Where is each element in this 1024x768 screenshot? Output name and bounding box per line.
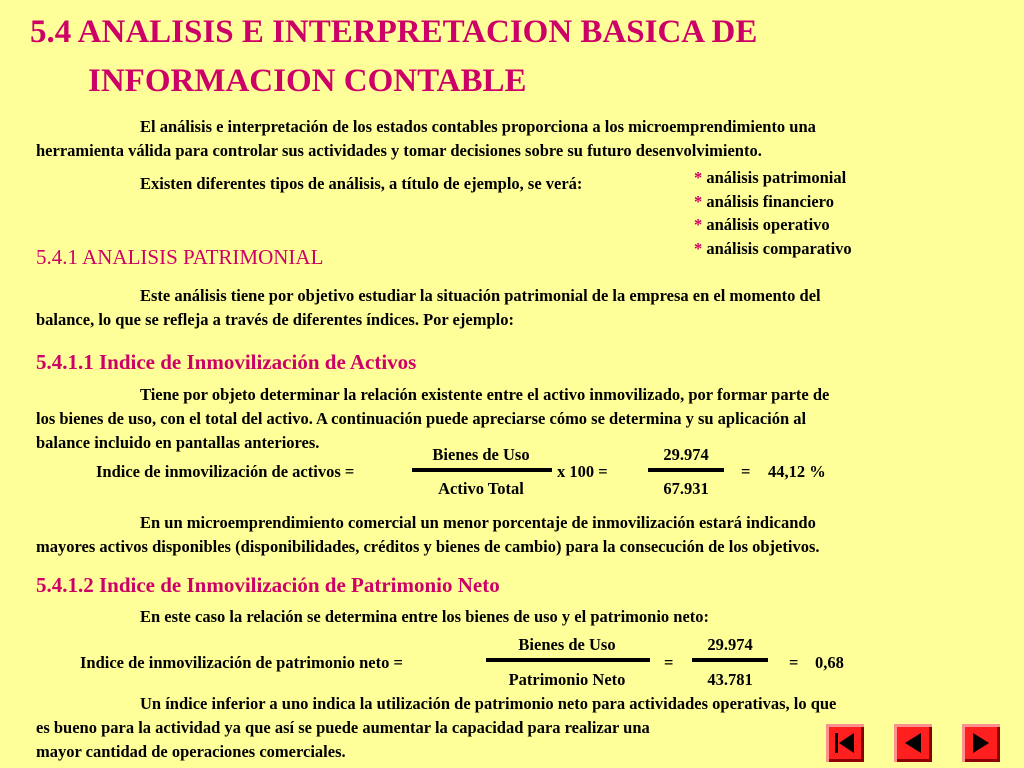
formula-1-value-bar [648, 468, 724, 472]
formula-2-fraction-bar [486, 658, 650, 662]
formula-1-numerator: Bienes de Uso [432, 445, 530, 464]
previous-slide-button[interactable] [894, 724, 932, 762]
s5411-line-2: los bienes de uso, con el total del activo. A continuación puede apreciarse cómo se determina y su aplicación al [36, 409, 807, 428]
s5412-line-1: En este caso la relación se determina entre los bienes de uso y el patrimonio neto: [140, 607, 710, 626]
bullet-star: * [694, 215, 703, 234]
section-heading-5412: 5.4.1.2 Indice de Inmovilización de Patrimonio Neto [36, 573, 500, 597]
formula-1-denominator: Activo Total [438, 479, 524, 498]
next-page-icon [962, 724, 1000, 762]
next-slide-button[interactable] [962, 724, 1000, 762]
section-heading-541: 5.4.1 ANALISIS PATRIMONIAL [36, 245, 324, 269]
formula-1-label: Indice de inmovilización de activos = [96, 462, 355, 481]
formula-2-numerator: Bienes de Uso [518, 635, 616, 654]
s5412-after-2: es bueno para la actividad ya que así se puede aumentar la capacidad para realizar una [36, 718, 650, 737]
s5412-after-3: mayor cantidad de operaciones comerciales. [36, 742, 346, 761]
analysis-type-item: * análisis operativo [694, 215, 830, 234]
analysis-type-item: * análisis financiero [694, 192, 834, 211]
formula-2-value-denominator: 43.781 [707, 670, 753, 689]
first-page-icon [826, 724, 864, 762]
section-heading-5411: 5.4.1.1 Indice de Inmovilización de Activos [36, 350, 417, 374]
page-title-line-2: INFORMACION CONTABLE [88, 63, 527, 99]
formula-1-result: 44,12 % [768, 462, 826, 481]
first-slide-button[interactable] [826, 724, 864, 762]
bullet-star: * [694, 168, 703, 187]
s5411-line-1: Tiene por objeto determinar la relación existente entre el activo inmovilizado, por formar parte de [140, 385, 830, 404]
formula-1-value-denominator: 67.931 [663, 479, 709, 498]
bullet-star: * [694, 239, 703, 258]
formula-2-value-bar [692, 658, 768, 662]
formula-1-value-numerator: 29.974 [663, 445, 709, 464]
page-title-line-1: 5.4 ANALISIS E INTERPRETACION BASICA DE [30, 14, 758, 50]
s5411-after-1: En un microemprendimiento comercial un menor porcentaje de inmovilización estará indicando [140, 513, 816, 532]
s5411-after-2: mayores activos disponibles (disponibilidades, créditos y bienes de cambio) para la consecución de los objetivos. [36, 537, 820, 556]
formula-2-label: Indice de inmovilización de patrimonio neto = [80, 653, 403, 672]
formula-2-value-numerator: 29.974 [707, 635, 753, 654]
s541-line-1: Este análisis tiene por objetivo estudiar la situación patrimonial de la empresa en el momento del [140, 286, 821, 305]
formula-2-equals-2: = [789, 653, 799, 672]
intro-line-1: El análisis e interpretación de los estados contables proporciona a los microemprendimiento una [140, 117, 816, 136]
formula-1-equals: = [741, 462, 751, 481]
previous-page-icon [894, 724, 932, 762]
formula-1-fraction-bar [412, 468, 552, 472]
analysis-type-item: * análisis patrimonial [694, 168, 847, 187]
formula-2-denominator: Patrimonio Neto [508, 670, 626, 689]
analysis-types-lead: Existen diferentes tipos de análisis, a título de ejemplo, se verá: [140, 174, 583, 193]
s5411-line-3: balance incluido en pantallas anteriores. [36, 433, 320, 452]
analysis-type-item: * análisis comparativo [694, 239, 852, 258]
intro-line-2: herramienta válida para controlar sus actividades y tomar decisiones sobre su futuro desenvolvimiento. [36, 141, 762, 160]
formula-2-equals-1: = [664, 653, 674, 672]
formula-1-multiplier: x 100 = [557, 462, 608, 481]
formula-2-result: 0,68 [815, 653, 844, 672]
s5412-after-1: Un índice inferior a uno indica la utilización de patrimonio neto para actividades operativas, lo que [140, 694, 837, 713]
s541-line-2: balance, lo que se refleja a través de diferentes índices. Por ejemplo: [36, 310, 514, 329]
bullet-star: * [694, 192, 703, 211]
